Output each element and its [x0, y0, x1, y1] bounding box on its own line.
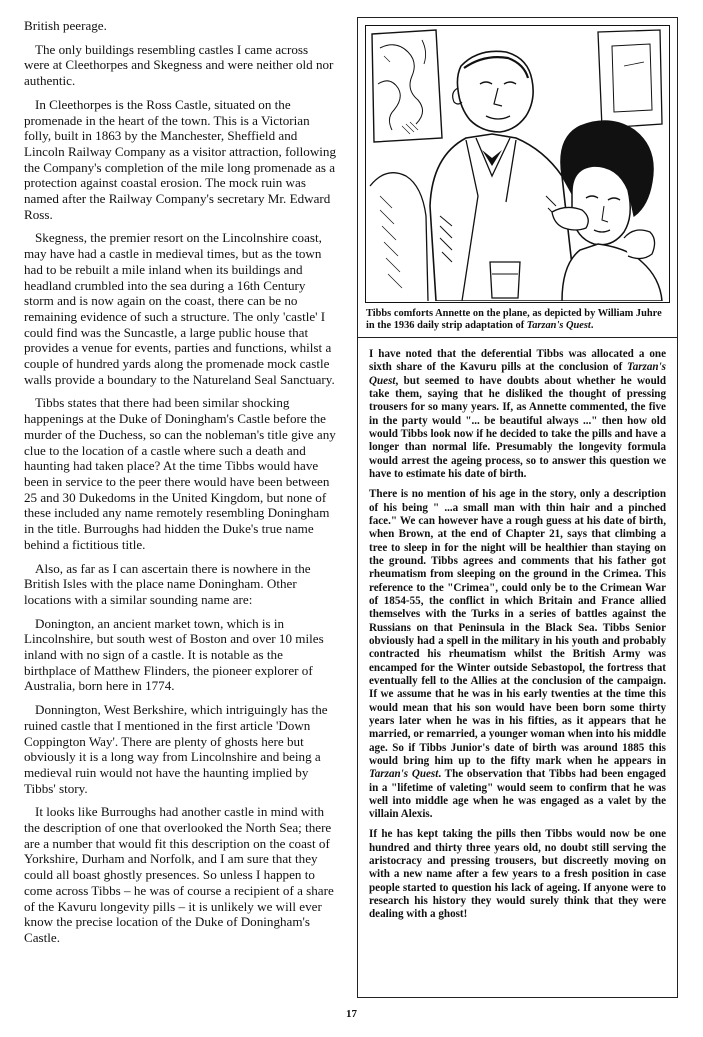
sidebar-paragraph	[369, 488, 666, 821]
paragraph: It looks like Burroughs had another castle in mind with the description of one that overlooked the North Sea; there are a number that would fit this description on the coast of Yorkshire, Durham and Norfolk, and I am sure that they could all boast ghostly presences. So unless I happen to come across Tibbs – he was of course a recipient of a share of the Kavuru longevity pills – it is unlikely we will ever know the precise location of the Duke of Doningham's Castle.	[24, 804, 334, 945]
sidebar-text	[369, 348, 666, 929]
illustration-caption	[366, 308, 672, 333]
text-segment: , but seemed to have doubts about whether he would take them, saying that he disliked the thought of pressing trousers for so many years. If, as Annette commented, the five in the party would "... be beautiful always ..." then how old would Tibbs look now if he decided to take the pills and have a longer than normal life. Presumably the longevity formula would arrest the ageing process, so to answer this question we have to estimate his date of birth.	[369, 374, 666, 480]
paragraph: Donnington, West Berkshire, which intriguingly has the ruined castle that I mentioned in the first article 'Down Coppington Way'. There are plenty of ghosts here but obviously it is a long way from Lincolnshire and being a medieval ruin would not have the haunting implied by Tibbs' story.	[24, 702, 328, 796]
sidebar-box	[357, 17, 678, 998]
book-title: Tarzan's Quest	[369, 768, 439, 781]
text-segment: There is no mention of his age in the story, only a description of his being " ...a small man with thin hair and a pinched face." We can however have a rough guess at his date of birth, when Brown, at the end of Chapter 21, says that climbing a tree to sleep in for the night will be healthier than staying on the ground. Tibbs agrees and comments that his father got rheumatism from sleeping on the ground in the Crimea. This reference to the "Crimea", could only be to the Crimean War of 1854-55, the conflict in which Britain and France allied themselves with the Turks in a series of battles against the Russians on that Peninsula in the Black Sea. Tibbs Senior obviously had a spell in the military in his youth and probably contracted his rheumatism whilst the British Army was encamped for the Winter outside Sebastopol, the fortress that eventually fell to the Allies at the conclusion of the campaign. If we assume that he was in his early twenties at the time this would mean that his son would have been born some thirty years later when he was in his fifties, as it appears that he married, or remarried, a younger woman when into his middle age. So if Tibbs Junior's date of birth was around 1885 this would bring him up to the fifty mark when he appears in	[369, 488, 666, 767]
paragraph: Also, as far as I can ascertain there is nowhere in the British Isles with the place name Doningham. Other locations with a similar sounding name are:	[24, 560, 311, 607]
paragraph: British peerage.	[24, 18, 107, 33]
illustration-drawing	[366, 26, 668, 301]
page-number: 17	[346, 1008, 357, 1020]
paragraph: Skegness, the premier resort on the Lincolnshire coast, may have had a castle in medieval times, but as the town had to be rebuilt a mile inland when its buildings and headland crumbled into the sea during a 16th Century storm and is now again on the coast, there can be no remaining evidence of such a structure. The only 'castle' I could find was the Suncastle, a large public house that provides a venue for events, parties and functions, whilst a couple of hundred yards along the promenade mock castle walls provide a boundary to the Natureland Seal Sanctuary.	[24, 230, 335, 387]
sidebar-paragraph	[369, 348, 666, 481]
sidebar-paragraph: If he has kept taking the pills then Tibbs would now be one hundred and thirty three years old, no doubt still serving the aristocracy and pressing trousers, but discreetly moving on with a new name after a few years to a fresh position in case people started to question his lack of ageing. If anyone were to research his history they would surely think that they were dealing with a ghost!	[369, 828, 666, 921]
book-title: Tarzan's Quest	[369, 361, 666, 387]
caption-text: Tibbs comforts Annette on the plane, as depicted by William Juhre in the 1936 daily strip adaptation of	[366, 308, 662, 332]
paragraph: Donington, an ancient market town, which is in Lincolnshire, but south west of Boston and over 10 miles inland with no sign of a castle. It is notable as the birthplace of Matthew Flinders, the pioneer explorer of Australia, born here in 1774.	[24, 615, 324, 694]
paragraph: In Cleethorpes is the Ross Castle, situated on the promenade in the heart of the town. This is a Victorian folly, built in 1863 by the Manchester, Sheffield and Lincoln Railway Company as a visitor attraction, following the Company's completion of the mile long promenade as a protection against coastal erosion. The mock ruin was named after the Railway Company's secretary Mr. Edward Ross.	[24, 96, 337, 222]
left-column	[24, 18, 336, 954]
caption-book-title: Tarzan's Quest	[526, 320, 591, 332]
text-segment: . The observation that Tibbs had been engaged in a "lifetime of valeting" would seem to confirm that he was well into middle age when he was engaged as a valet by the villain Alexis.	[369, 768, 666, 821]
paragraph: The only buildings resembling castles I came across were at Cleethorpes and Skegness and were neither old nor authentic.	[24, 41, 334, 89]
text-segment: I have noted that the deferential Tibbs was allocated a one sixth share of the Kavuru pills at the conclusion of	[369, 348, 666, 374]
comic-illustration	[365, 25, 670, 303]
caption-divider	[358, 337, 677, 338]
caption-end: .	[590, 320, 594, 332]
paragraph: Tibbs states that there had been similar shocking happenings at the Duke of Doningham's Castle before the murder of the Duchess, so can the nobleman's title give any clue to the location of a castle where such a death and haunting had taken place? At the time Tibbs would have been in service to the peer there would have been between 25 and 30 Dukedoms in the United Kingdom, but none of these included any name remotely resembling Doningham in the title. Burroughs had hidden the Duke's true name behind a fictitious title.	[24, 395, 336, 552]
